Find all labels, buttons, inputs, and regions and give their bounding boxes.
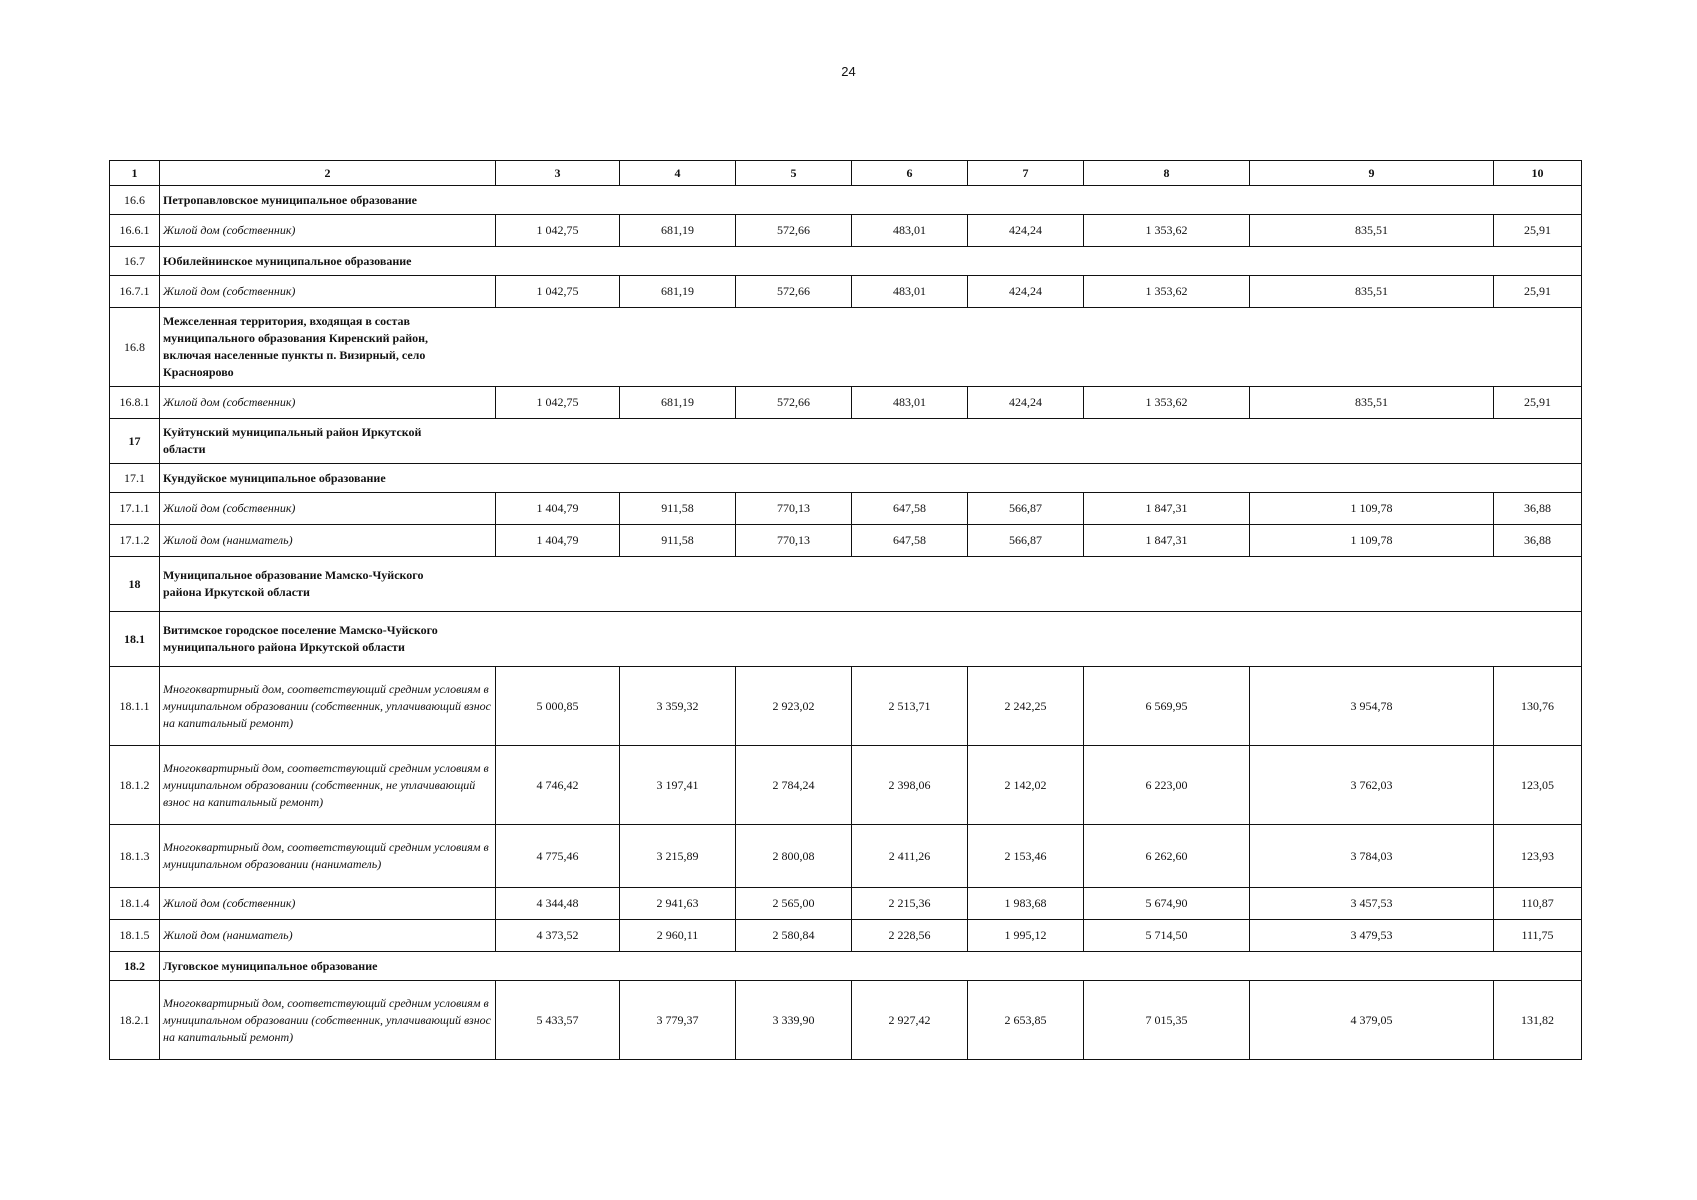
value-cell: 5 674,90 (1084, 888, 1250, 920)
value-cell: 6 262,60 (1084, 825, 1250, 888)
value-cell: 572,66 (736, 276, 852, 308)
value-cell: 131,82 (1494, 981, 1582, 1060)
value-cell: 483,01 (852, 387, 968, 419)
row-index: 18.1 (110, 612, 160, 667)
value-cell: 2 923,02 (736, 667, 852, 746)
tariff-table (109, 160, 1582, 1060)
value-cell: 3 762,03 (1250, 746, 1494, 825)
value-cell: 681,19 (620, 387, 736, 419)
value-cell: 1 983,68 (968, 888, 1084, 920)
section-row (110, 952, 1582, 981)
value-cell: 566,87 (968, 525, 1084, 557)
section-row (110, 247, 1582, 276)
value-cell: 770,13 (736, 493, 852, 525)
value-cell: 4 344,48 (496, 888, 620, 920)
value-cell: 2 153,46 (968, 825, 1084, 888)
value-cell: 7 015,35 (1084, 981, 1250, 1060)
value-cell: 835,51 (1250, 387, 1494, 419)
housing-type: Жилой дом (собственник) (160, 493, 496, 525)
value-cell: 835,51 (1250, 276, 1494, 308)
value-cell: 1 353,62 (1084, 387, 1250, 419)
housing-type: Жилой дом (собственник) (160, 888, 496, 920)
row-index: 18.2.1 (110, 981, 160, 1060)
value-cell: 130,76 (1494, 667, 1582, 746)
section-title-text: Межселенная территория, входящая в состав муниципального образования Киренский район, включая населенные пункты п. Визирный, село Красноярово (163, 314, 429, 379)
table-row (110, 215, 1582, 247)
value-cell: 4 775,46 (496, 825, 620, 888)
column-header: 2 (160, 161, 496, 186)
row-index: 18.1.2 (110, 746, 160, 825)
table-body (110, 186, 1582, 1060)
column-header: 5 (736, 161, 852, 186)
section-title-text: Куйтунский муниципальный район Иркутской области (163, 425, 422, 456)
row-index: 16.8 (110, 308, 160, 387)
value-cell: 572,66 (736, 215, 852, 247)
value-cell: 36,88 (1494, 493, 1582, 525)
row-index: 16.6.1 (110, 215, 160, 247)
section-title (160, 464, 1582, 493)
value-cell: 111,75 (1494, 920, 1582, 952)
table-row (110, 920, 1582, 952)
housing-type: Жилой дом (наниматель) (160, 525, 496, 557)
column-header: 10 (1494, 161, 1582, 186)
section-row (110, 419, 1582, 464)
value-cell: 2 784,24 (736, 746, 852, 825)
value-cell: 5 714,50 (1084, 920, 1250, 952)
value-cell: 2 941,63 (620, 888, 736, 920)
value-cell: 424,24 (968, 276, 1084, 308)
table-row (110, 276, 1582, 308)
value-cell: 3 457,53 (1250, 888, 1494, 920)
value-cell: 3 479,53 (1250, 920, 1494, 952)
value-cell: 1 847,31 (1084, 525, 1250, 557)
value-cell: 1 847,31 (1084, 493, 1250, 525)
value-cell: 483,01 (852, 215, 968, 247)
value-cell: 25,91 (1494, 276, 1582, 308)
value-cell: 647,58 (852, 493, 968, 525)
value-cell: 25,91 (1494, 387, 1582, 419)
value-cell: 424,24 (968, 215, 1084, 247)
tariff-table-container (109, 160, 1581, 1060)
housing-type: Жилой дом (собственник) (160, 276, 496, 308)
column-header: 1 (110, 161, 160, 186)
table-row (110, 981, 1582, 1060)
value-cell: 424,24 (968, 387, 1084, 419)
row-index: 16.8.1 (110, 387, 160, 419)
housing-type: Многоквартирный дом, соответствующий средним условиям в муниципальном образовании (собственник, уплачивающий взнос на капитальный ремонт) (160, 981, 496, 1060)
row-index: 18 (110, 557, 160, 612)
table-row (110, 888, 1582, 920)
section-title (160, 308, 1582, 387)
housing-type: Жилой дом (собственник) (160, 387, 496, 419)
value-cell: 2 960,11 (620, 920, 736, 952)
value-cell: 1 353,62 (1084, 215, 1250, 247)
value-cell: 2 398,06 (852, 746, 968, 825)
value-cell: 2 411,26 (852, 825, 968, 888)
value-cell: 3 339,90 (736, 981, 852, 1060)
row-index: 17 (110, 419, 160, 464)
value-cell: 1 042,75 (496, 276, 620, 308)
value-cell: 2 800,08 (736, 825, 852, 888)
value-cell: 911,58 (620, 493, 736, 525)
row-index: 16.7.1 (110, 276, 160, 308)
value-cell: 2 580,84 (736, 920, 852, 952)
section-title (160, 612, 1582, 667)
housing-type: Многоквартирный дом, соответствующий средним условиям в муниципальном образовании (наниматель) (160, 825, 496, 888)
row-index: 17.1.2 (110, 525, 160, 557)
table-row (110, 387, 1582, 419)
value-cell: 3 954,78 (1250, 667, 1494, 746)
value-cell: 566,87 (968, 493, 1084, 525)
value-cell: 911,58 (620, 525, 736, 557)
value-cell: 123,93 (1494, 825, 1582, 888)
value-cell: 572,66 (736, 387, 852, 419)
value-cell: 1 042,75 (496, 215, 620, 247)
housing-type: Жилой дом (собственник) (160, 215, 496, 247)
housing-type: Жилой дом (наниматель) (160, 920, 496, 952)
section-title-text: Луговское муниципальное образование (163, 958, 378, 973)
value-cell: 681,19 (620, 276, 736, 308)
value-cell: 1 404,79 (496, 525, 620, 557)
section-title-text: Юбилейнинское муниципальное образование (163, 253, 412, 268)
value-cell: 2 513,71 (852, 667, 968, 746)
row-index: 18.1.5 (110, 920, 160, 952)
value-cell: 2 228,56 (852, 920, 968, 952)
value-cell: 2 565,00 (736, 888, 852, 920)
value-cell: 5 433,57 (496, 981, 620, 1060)
value-cell: 4 373,52 (496, 920, 620, 952)
table-row (110, 746, 1582, 825)
section-row (110, 186, 1582, 215)
value-cell: 5 000,85 (496, 667, 620, 746)
section-row (110, 464, 1582, 493)
value-cell: 3 197,41 (620, 746, 736, 825)
table-row (110, 825, 1582, 888)
row-index: 17.1 (110, 464, 160, 493)
section-row (110, 557, 1582, 612)
value-cell: 835,51 (1250, 215, 1494, 247)
housing-type: Многоквартирный дом, соответствующий средним условиям в муниципальном образовании (собственник, не уплачивающий взнос на капитальный ремонт) (160, 746, 496, 825)
column-header: 6 (852, 161, 968, 186)
value-cell: 25,91 (1494, 215, 1582, 247)
value-cell: 3 784,03 (1250, 825, 1494, 888)
row-index: 18.2 (110, 952, 160, 981)
section-title-text: Витимское городское поселение Мамско-Чуйского муниципального района Иркутской области (163, 623, 438, 654)
value-cell: 1 109,78 (1250, 493, 1494, 525)
row-index: 16.6 (110, 186, 160, 215)
value-cell: 3 359,32 (620, 667, 736, 746)
value-cell: 2 653,85 (968, 981, 1084, 1060)
value-cell: 123,05 (1494, 746, 1582, 825)
value-cell: 6 569,95 (1084, 667, 1250, 746)
table-row (110, 493, 1582, 525)
section-row (110, 612, 1582, 667)
section-title-text: Петропавловское муниципальное образование (163, 192, 418, 207)
page-number: 24 (841, 64, 856, 79)
column-header: 8 (1084, 161, 1250, 186)
value-cell: 2 215,36 (852, 888, 968, 920)
column-header: 9 (1250, 161, 1494, 186)
value-cell: 1 109,78 (1250, 525, 1494, 557)
value-cell: 4 379,05 (1250, 981, 1494, 1060)
row-index: 18.1.1 (110, 667, 160, 746)
housing-type: Многоквартирный дом, соответствующий средним условиям в муниципальном образовании (собственник, уплачивающий взнос на капитальный ремонт) (160, 667, 496, 746)
value-cell: 3 215,89 (620, 825, 736, 888)
table-row (110, 667, 1582, 746)
value-cell: 770,13 (736, 525, 852, 557)
value-cell: 681,19 (620, 215, 736, 247)
section-title (160, 419, 1582, 464)
row-index: 16.7 (110, 247, 160, 276)
value-cell: 36,88 (1494, 525, 1582, 557)
value-cell: 483,01 (852, 276, 968, 308)
value-cell: 110,87 (1494, 888, 1582, 920)
section-title-text: Кундуйское муниципальное образование (163, 470, 386, 485)
table-row (110, 525, 1582, 557)
value-cell: 6 223,00 (1084, 746, 1250, 825)
row-index: 18.1.3 (110, 825, 160, 888)
row-index: 18.1.4 (110, 888, 160, 920)
section-title (160, 247, 1582, 276)
section-row (110, 308, 1582, 387)
value-cell: 1 995,12 (968, 920, 1084, 952)
column-header: 4 (620, 161, 736, 186)
value-cell: 3 779,37 (620, 981, 736, 1060)
value-cell: 2 142,02 (968, 746, 1084, 825)
value-cell: 1 353,62 (1084, 276, 1250, 308)
section-title (160, 186, 1582, 215)
value-cell: 647,58 (852, 525, 968, 557)
column-number-row (110, 161, 1582, 186)
section-title-text: Муниципальное образование Мамско-Чуйского района Иркутской области (163, 568, 424, 599)
section-title (160, 952, 1582, 981)
value-cell: 1 042,75 (496, 387, 620, 419)
column-header: 3 (496, 161, 620, 186)
value-cell: 2 927,42 (852, 981, 968, 1060)
row-index: 17.1.1 (110, 493, 160, 525)
section-title (160, 557, 1582, 612)
value-cell: 2 242,25 (968, 667, 1084, 746)
column-header: 7 (968, 161, 1084, 186)
value-cell: 1 404,79 (496, 493, 620, 525)
value-cell: 4 746,42 (496, 746, 620, 825)
